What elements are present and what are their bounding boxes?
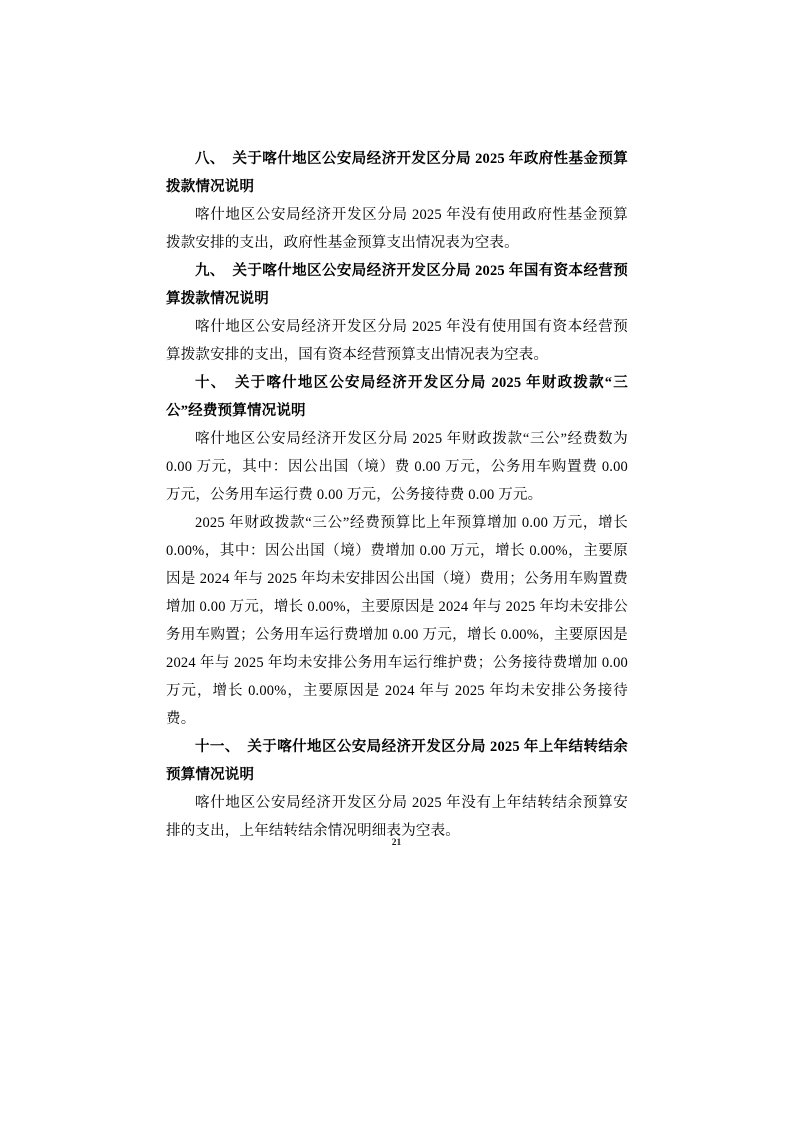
- section-11-paragraph-1: 喀什地区公安局经济开发区分局 2025 年没有上年结转结余预算安排的支出，上年结转结余情况明细表为空表。: [166, 795, 628, 839]
- section-9-heading: 九、 关于喀什地区公安局经济开发区分局 2025 年国有资本经营预算拨款情况说明: [166, 263, 628, 307]
- page-number: 21: [391, 838, 402, 848]
- page-content: [166, 145, 628, 845]
- section-10-paragraph-1: 喀什地区公安局经济开发区分局 2025 年财政拨款“三公”经费数为 0.00 万元，其中：因公出国（境）费 0.00 万元，公务用车购置费 0.00 万元，公务用车运行费 0.00 万元，公务接待费 0.00 万元。: [166, 431, 628, 503]
- section-10-heading: 十、 关于喀什地区公安局经济开发区分局 2025 年财政拨款“三公”经费预算情况说明: [166, 375, 628, 419]
- section-8: [166, 145, 628, 257]
- section-11-heading: 十一、 关于喀什地区公安局经济开发区分局 2025 年上年结转结余预算情况说明: [166, 739, 628, 783]
- section-9: [166, 257, 628, 369]
- section-9-paragraph-1: 喀什地区公安局经济开发区分局 2025 年没有使用国有资本经营预算拨款安排的支出，国有资本经营预算支出情况表为空表。: [166, 319, 628, 363]
- section-10-paragraph-2: 2025 年财政拨款“三公”经费预算比上年预算增加 0.00 万元，增长 0.00%，其中：因公出国（境）费增加 0.00 万元，增长 0.00%，主要原因是 2024 年与 2025 年均未安排因公出国（境）费用；公务用车购置费增加 0.00 万元，增长 0.00%，主要原因是 2024 年与 2025 年均未安排公务用车购置；公务用车运行费增加 0.00 万元，增长 0.00%，主要原因是 2024 年与 2025 年均未安排公务用车运行维护费；公务接待费增加 0.00 万元，增长 0.00%，主要原因是 2024 年与 2025 年均未安排公务接待费。: [166, 515, 628, 727]
- section-8-paragraph-1: 喀什地区公安局经济开发区分局 2025 年没有使用政府性基金预算拨款安排的支出，政府性基金预算支出情况表为空表。: [166, 207, 628, 251]
- section-8-heading: 八、 关于喀什地区公安局经济开发区分局 2025 年政府性基金预算拨款情况说明: [166, 151, 628, 195]
- section-10: [166, 369, 628, 733]
- section-11: [166, 733, 628, 845]
